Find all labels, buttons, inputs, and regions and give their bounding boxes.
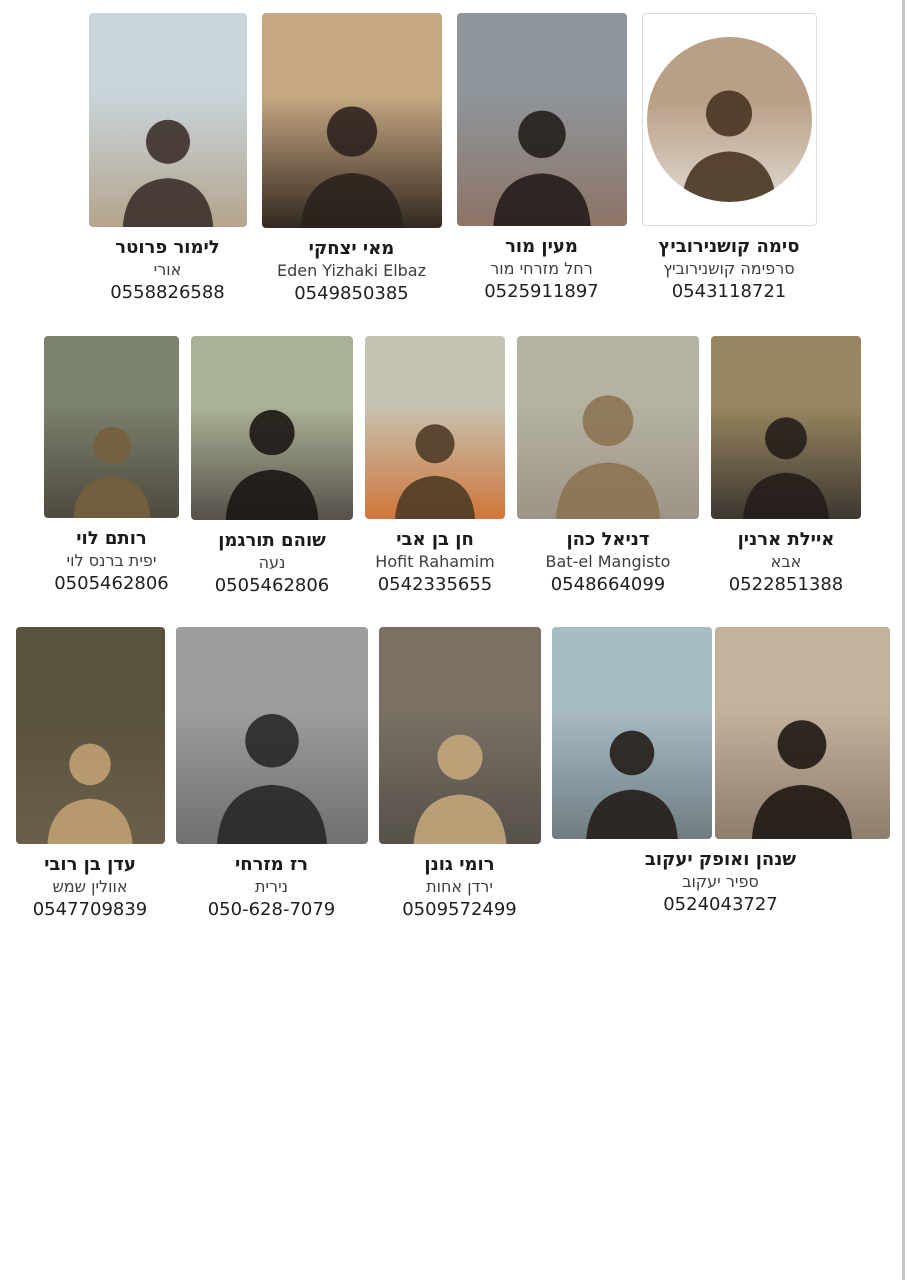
- portrait-photo: [89, 13, 247, 227]
- person-name: שנהן ואופק יעקוב: [644, 849, 797, 870]
- person-contact-name: רחל מזרחי מור: [490, 259, 593, 278]
- portrait-photo: [711, 336, 861, 519]
- person-phone-number: 0525911897: [484, 281, 599, 302]
- person-phone-number: 0542335655: [377, 574, 493, 595]
- person-silhouette-icon: [533, 356, 682, 519]
- portrait-photo: [44, 336, 179, 518]
- person-photos: [457, 13, 627, 226]
- person-silhouette-icon: [278, 37, 426, 229]
- person-contact-name: Bat-el Mangisto: [545, 552, 671, 571]
- poster-row-1: [0, 13, 905, 305]
- person-phone-number: 0505462806: [214, 575, 330, 596]
- person-silhouette-icon: [730, 650, 874, 839]
- person-photos: [16, 627, 165, 844]
- person-name: דניאל כהן: [566, 529, 650, 550]
- person-card: [262, 13, 442, 305]
- person-contact-name: נעה: [258, 553, 286, 572]
- person-name: לימור פרוטר: [115, 237, 220, 258]
- person-name: עדן בן רובי: [44, 854, 136, 875]
- portrait-photo: [191, 336, 353, 520]
- person-name: מאי יצחקי: [308, 238, 395, 259]
- person-contact-name: ספיר יעקוב: [682, 872, 759, 891]
- person-photos: [262, 13, 442, 228]
- person-card: [517, 336, 699, 596]
- person-silhouette-icon: [378, 356, 493, 519]
- portrait-photo: [365, 336, 505, 519]
- person-phone-number: 050-628-7079: [207, 899, 336, 920]
- portrait-photo: [176, 627, 368, 844]
- person-card: [379, 627, 541, 921]
- person-name: חן בן אבי: [396, 529, 474, 550]
- person-name: רז מזרחי: [234, 854, 309, 875]
- person-card: [365, 336, 505, 596]
- person-photos: [191, 336, 353, 520]
- person-card: [89, 13, 247, 304]
- person-photos: [379, 627, 541, 844]
- person-silhouette-icon: [206, 356, 339, 520]
- person-photos: [365, 336, 505, 519]
- person-phone-number: 0505462806: [54, 573, 169, 594]
- person-photos: [44, 336, 179, 518]
- person-phone-number: 0547709839: [32, 899, 148, 920]
- person-name: רומי גונן: [424, 854, 495, 875]
- portrait-photo-frame: [642, 13, 817, 226]
- person-phone-number: 0522851388: [728, 574, 844, 595]
- person-photos: [642, 13, 817, 226]
- person-card: [191, 336, 353, 597]
- person-contact-name: Eden Yizhaki Elbaz: [276, 261, 427, 280]
- person-card: [16, 627, 165, 921]
- person-name: שוהם תורגמן: [218, 530, 326, 551]
- person-contact-name: סרפימה קושנירוביץ: [663, 259, 795, 278]
- person-silhouette-icon: [393, 651, 526, 844]
- person-card: [44, 336, 179, 595]
- person-silhouette-icon: [56, 356, 167, 518]
- person-contact-name: ירדן אחות: [426, 877, 493, 896]
- person-phone-number: 0548664099: [550, 574, 666, 595]
- poster-row-3: [0, 627, 905, 921]
- poster-row-2: [0, 336, 905, 597]
- person-name: מעין מור: [505, 236, 578, 257]
- person-silhouette-icon: [103, 36, 233, 227]
- person-phone-number: 0524043727: [663, 894, 778, 915]
- person-card: [642, 13, 817, 303]
- portrait-photo: [262, 13, 442, 228]
- person-contact-name: אוולין שמש: [52, 877, 128, 896]
- person-name: רותם לוי: [76, 528, 147, 549]
- person-photos: [711, 336, 861, 519]
- portrait-photo: [16, 627, 165, 844]
- portrait-photo: [552, 627, 712, 839]
- person-name: סימה קושנירוביץ: [658, 236, 800, 257]
- person-phone-number: 0509572499: [402, 899, 517, 920]
- person-phone-number: 0543118721: [671, 281, 787, 302]
- person-silhouette-icon: [193, 651, 350, 844]
- portrait-photo: [457, 13, 627, 226]
- person-contact-name: יפית ברנס לוי: [66, 551, 157, 570]
- person-photos: [89, 13, 247, 227]
- person-card: [457, 13, 627, 303]
- portrait-photo: [379, 627, 541, 844]
- person-contact-name: Hofit Rahamim: [375, 552, 495, 571]
- person-card: [711, 336, 861, 596]
- person-silhouette-icon: [566, 650, 697, 839]
- portrait-photo: [715, 627, 890, 839]
- person-photos: [176, 627, 368, 844]
- person-silhouette-icon: [472, 36, 611, 226]
- portrait-photo: [647, 37, 812, 202]
- person-silhouette-icon: [29, 651, 151, 844]
- person-phone-number: 0558826588: [110, 282, 225, 303]
- person-silhouette-icon: [661, 59, 796, 202]
- person-contact-name: נירית: [254, 877, 289, 896]
- person-name: איילת ארנין: [737, 529, 835, 550]
- person-contact-name: אורי: [153, 260, 182, 279]
- person-contact-name: אבא: [770, 552, 802, 571]
- person-photos: [517, 336, 699, 519]
- person-photos: [552, 627, 890, 839]
- portrait-photo: [517, 336, 699, 519]
- person-phone-number: 0549850385: [294, 283, 409, 304]
- person-silhouette-icon: [725, 356, 848, 519]
- person-card: [176, 627, 368, 921]
- person-card: [552, 627, 890, 916]
